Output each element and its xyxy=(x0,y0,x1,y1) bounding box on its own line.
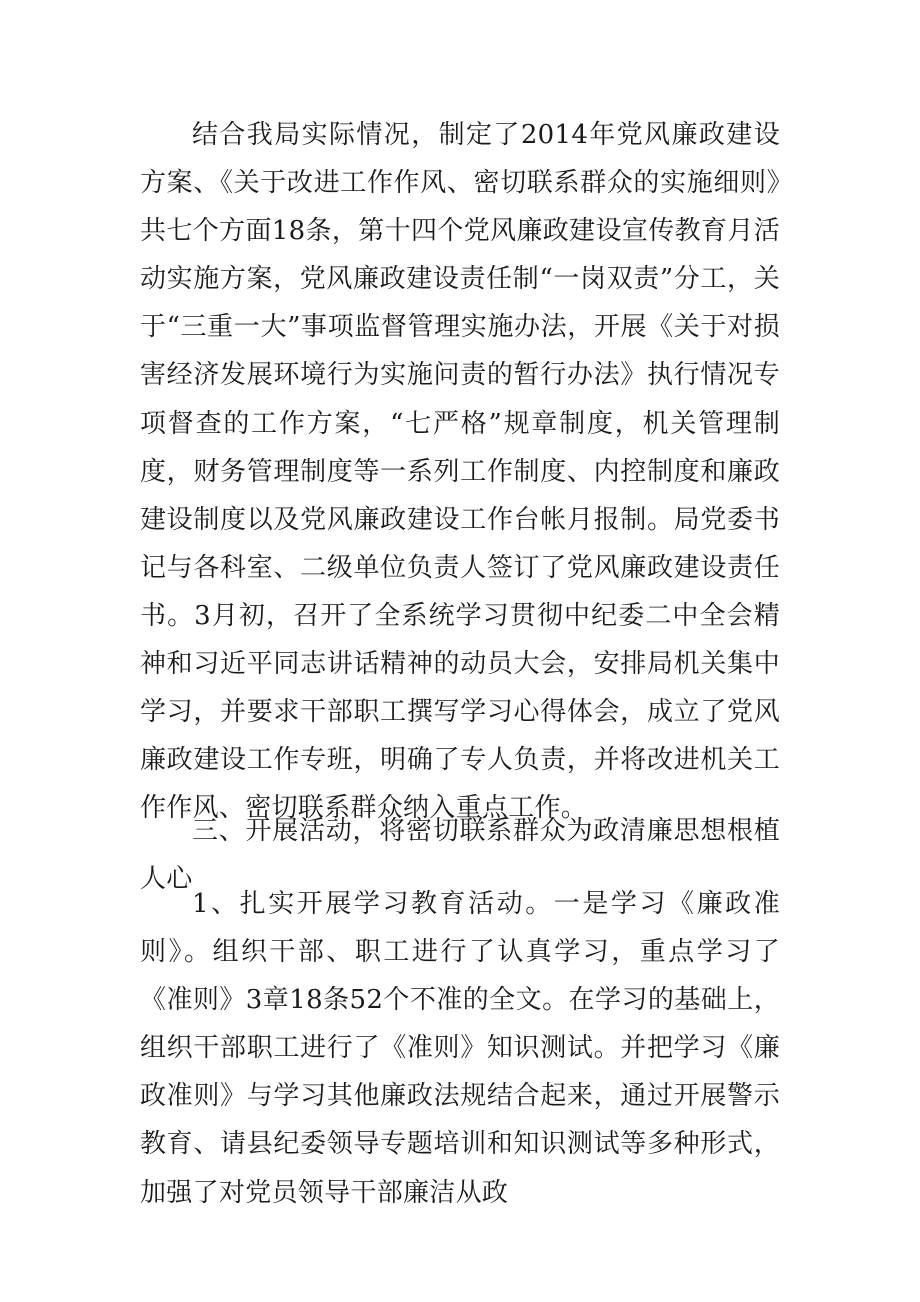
paragraph-text: 1、扎实开展学习教育活动。一是学习《廉政准则》。组织干部、职工进行了认真学习，重点学习了《准则》3章18条52个不准的全文。在学习的基础上，组织干部职工进行了《准则》知识测试。并把学习《廉政准则》与学习其他廉政法规结合起来，通过开展警示教育、请县纪委领导专题培训和知识测试等多种形式，加强了对党员领导干部廉洁从政 xyxy=(140,889,780,1208)
paragraph-text: 结合我局实际情况，制定了2014年党风廉政建设方案、《关于改进工作作风、密切联系群众的实施细则》共七个方面18条，第十四个党风廉政建设宣传教育月活动实施方案，党风廉政建设责任制“一岗双责”分工，关于“三重一大”事项监督管理实施办法，开展《关于对损害经济发展环境行为实施问责的暂行办法》执行情况专项督查的工作方案，“七严格”规章制度，机关管理制度，财务管理制度等一系列工作制度、内控制度和廉政建设制度以及党风廉政建设工作台帐月报制。局党委书记与各科室、二级单位负责人签订了党风廉政建设责任书。3月初，召开了全系统学习贯彻中纪委二中全会精神和习近平同志讲话精神的动员大会，安排局机关集中学习，并要求干部职工撰写学习心得体会，成立了党风廉政建设工作专班，明确了专人负责，并将改进机关工作作风、密切联系群众纳入重点工作。 xyxy=(140,120,780,824)
section-heading-text: 三、开展活动，将密切联系群众为政清廉思想根植人心 xyxy=(140,816,780,895)
body-paragraph-1 xyxy=(140,111,780,832)
body-paragraph-2 xyxy=(140,880,780,1217)
